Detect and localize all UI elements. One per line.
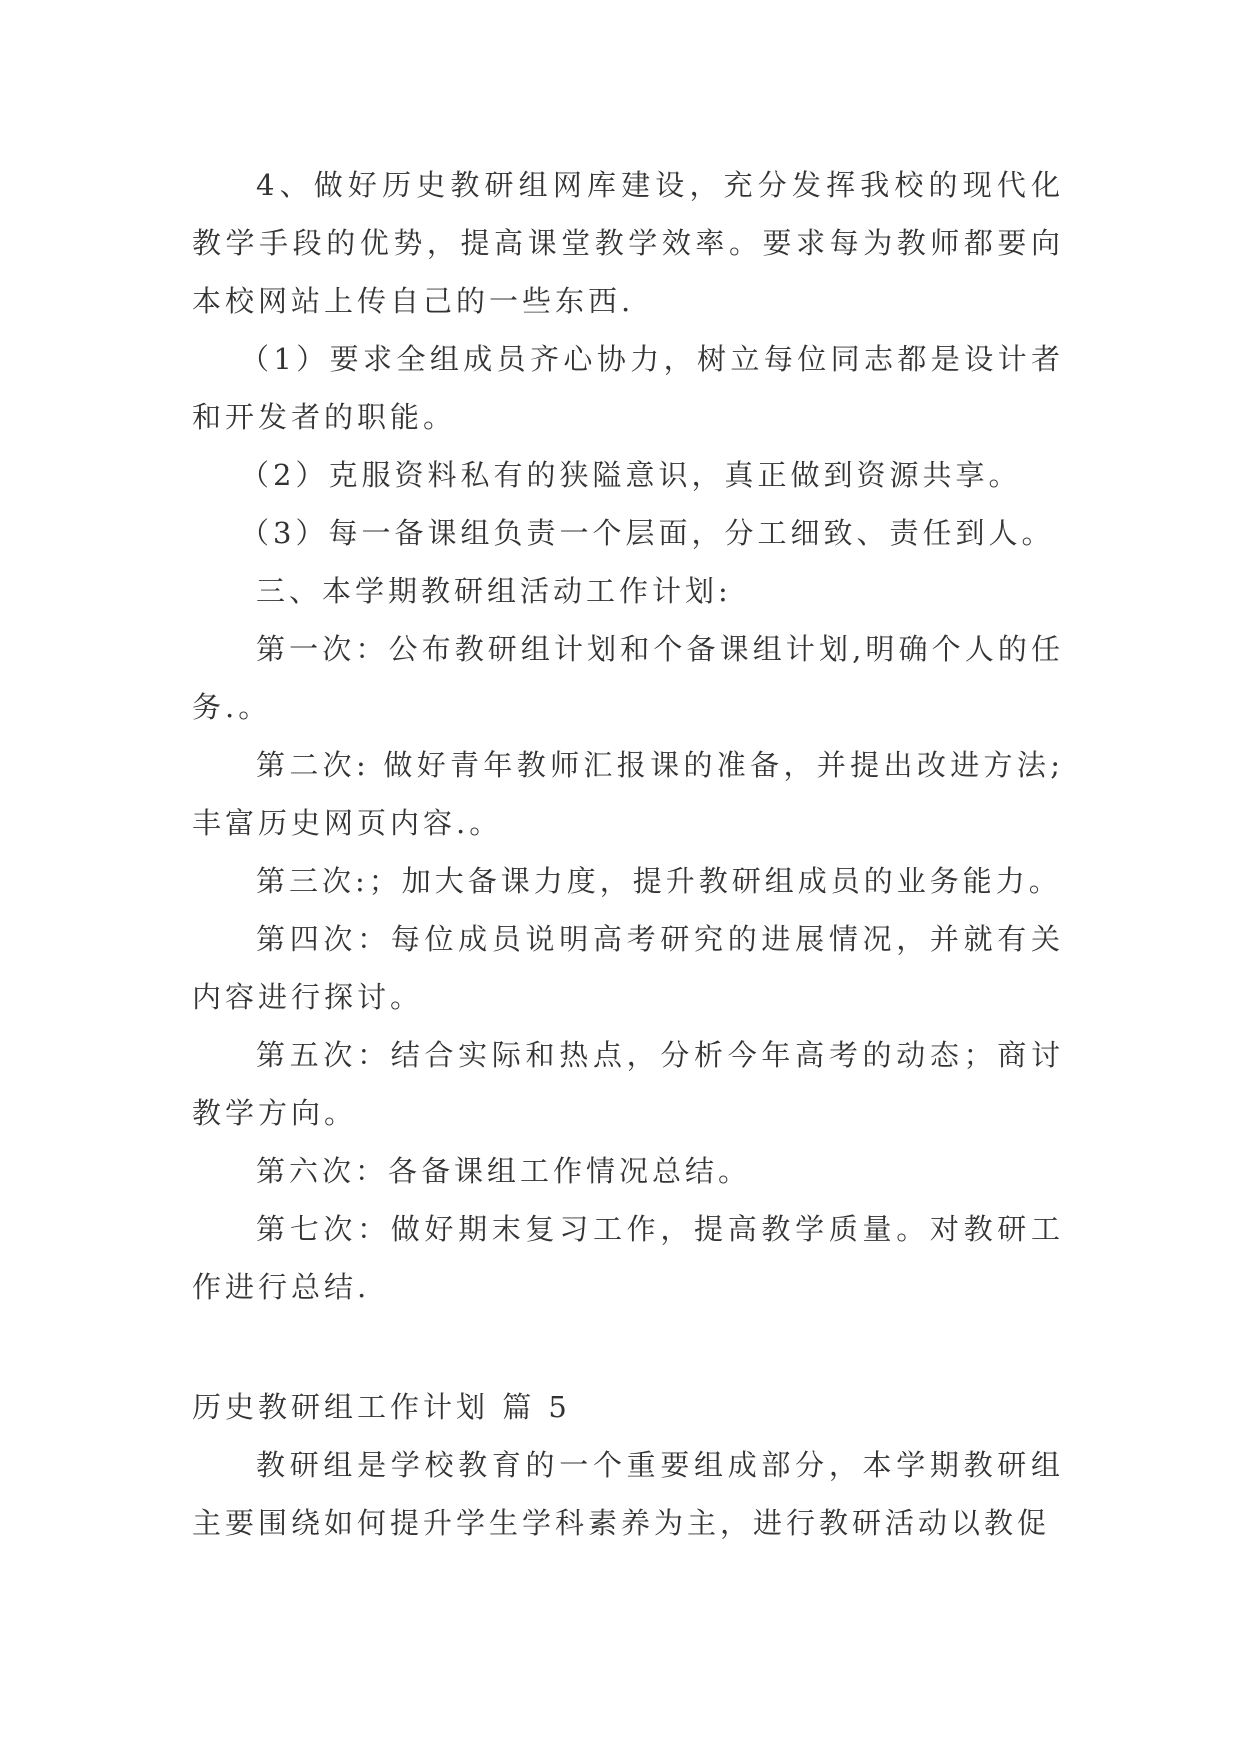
- paragraph-intro: 教研组是学校教育的一个重要组成部分，本学期教研组主要围绕如何提升学生学科素养为主，进行教研活动以教促: [192, 1448, 1064, 1540]
- paragraph-session-2: 第二次: 做好青年教师汇报课的准备，并提出改进方法; 丰富历史网页内容.。: [192, 748, 1064, 840]
- paragraph-session-3: 第三次:；加大备课力度，提升教研组成员的业务能力。: [256, 864, 1062, 898]
- paragraph-session-1: 第一次：公布教研组计划和个备课组计划,明确个人的任务.。: [192, 632, 1064, 724]
- paragraph-session-5: 第五次：结合实际和热点，分析今年高考的动态；商讨教学方向。: [192, 1038, 1064, 1130]
- document-body: [192, 156, 1064, 1552]
- paragraph-session-4: 第四次：每位成员说明高考研究的进展情况，并就有关内容进行探讨。: [192, 922, 1064, 1014]
- paragraph-session-7: 第七次：做好期末复习工作，提高教学质量。对教研工作进行总结.: [192, 1212, 1064, 1304]
- paragraph-item-4: 4、做好历史教研组网库建设，充分发挥我校的现代化教学手段的优势，提高课堂教学效率。要求每为教师都要向本校网站上传自己的一些东西.: [192, 168, 1064, 318]
- paragraph-sub-2: （2）克服资料私有的狭隘意识，真正做到资源共享。: [240, 458, 1022, 492]
- paragraph-session-6: 第六次：各备课组工作情况总结。: [256, 1154, 752, 1188]
- section-title: 历史教研组工作计划 篇 5: [192, 1390, 571, 1424]
- paragraph-sub-1: （1）要求全组成员齐心协力，树立每位同志都是设计者和开发者的职能。: [192, 342, 1064, 434]
- paragraph-sub-3: （3）每一备课组负责一个层面，分工细致、责任到人。: [240, 516, 1055, 550]
- section-heading-activity-plan: 三、本学期教研组活动工作计划:: [256, 574, 732, 608]
